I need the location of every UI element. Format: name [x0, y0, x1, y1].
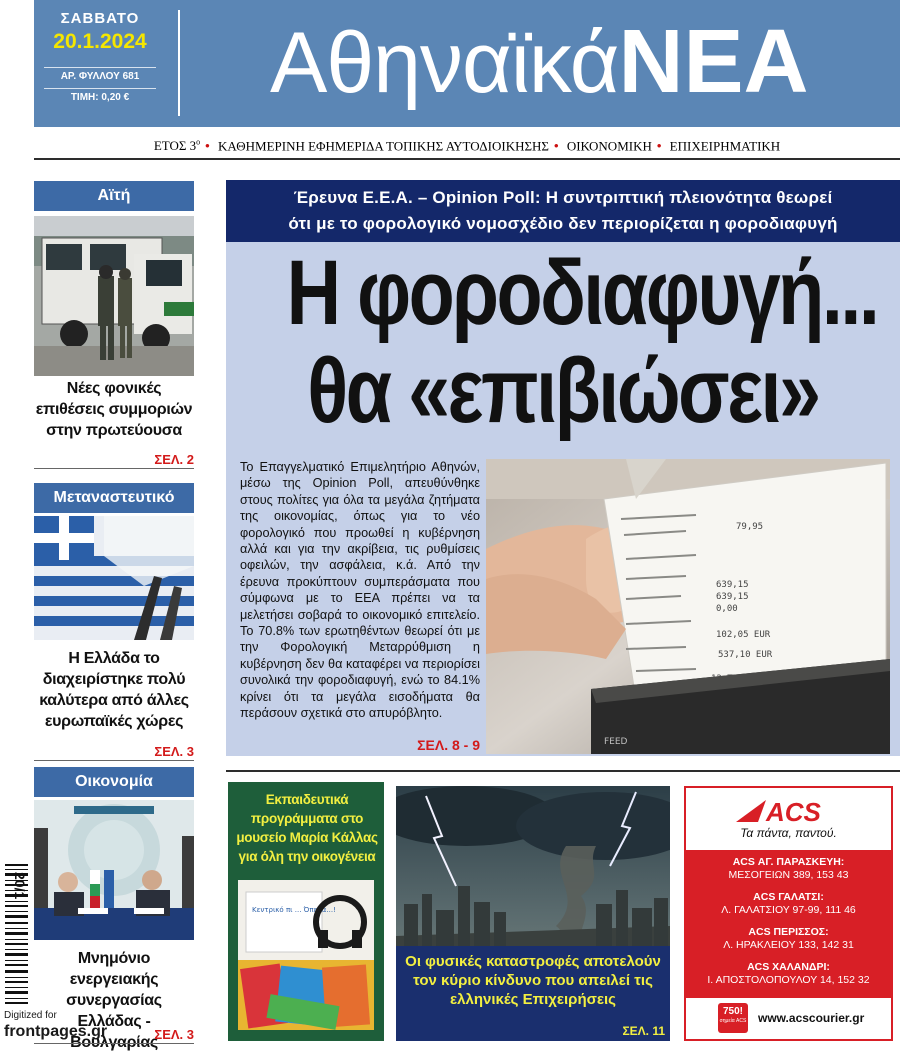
acs-branch-address: ΜΕΣΟΓΕΙΩΝ 389, 153 43 [728, 869, 849, 881]
sidebar-title-economy[interactable]: Μνημόνιο ενεργειακής συνεργασίας Ελλάδας - Βουλγαρίας [66, 950, 162, 1051]
acs-badge-number: 750! [722, 1006, 743, 1017]
tagline-item: ΚΑΘΗΜΕΡΙΝΗ ΕΦΗΜΕΡΙΔΑ ΤΟΠΙΚΗΣ ΑΥΤΟΔΙΟΙΚΗΣΗΣ [217, 138, 549, 154]
acs-750-badge [718, 1003, 748, 1033]
receipt-line: 102,05 EUR [716, 630, 771, 640]
tagline-item: ΟΙΚΟΝΟΜΙΚΗ [566, 138, 652, 154]
receipt-line: 537,10 EUR [718, 650, 773, 660]
acs-branch [690, 926, 887, 952]
receipt-line: 639,15 [716, 592, 749, 602]
acs-badge-sub: σημεία ACS [719, 1018, 747, 1024]
sidebar-page-ref: ΣΕΛ. 2 [34, 451, 194, 469]
energy-signing-photo[interactable] [34, 800, 194, 940]
masthead-info [34, 0, 166, 127]
main-story-page-ref: ΣΕΛ. 8 - 9 [417, 737, 480, 753]
receipt-top: 79,95 [736, 522, 764, 532]
tagline-item: ΕΠΙΧΕΙΡΗΜΑΤΙΚΗ [669, 138, 781, 154]
acs-branch-name: ACS ΧΑΛΑΝΔΡΙ: [747, 961, 830, 973]
newspaper-title[interactable] [270, 12, 809, 112]
headline-line: θα «επιβιώσει» [307, 340, 819, 442]
acs-branch-name: ACS ΓΑΛΑΤΣΙ: [753, 891, 824, 903]
haiti-police-photo[interactable] [34, 216, 194, 376]
greek-flag-photo[interactable] [34, 516, 194, 640]
disasters-page-ref: ΣΕΛ. 11 [622, 1024, 665, 1038]
acs-branch [690, 856, 887, 882]
sidebar-section-haiti[interactable]: Αϊτή [34, 181, 194, 211]
receipt-line: 0,00 [716, 604, 738, 614]
issue-price: ΤΙΜΗ: 0,20 € [44, 88, 156, 103]
acs-logo[interactable] [736, 796, 840, 826]
edge-issue-date: 20/1 [12, 872, 28, 900]
source-watermark [4, 1008, 107, 1040]
header-rule [34, 158, 900, 160]
kicker-line: Έρευνα Ε.Ε.Α. – Opinion Poll: Η συντριπτική πλειονότητα θεωρεί [293, 188, 833, 207]
acs-branch-address: Λ. ΗΡΑΚΛΕΙΟΥ 133, 142 31 [723, 939, 854, 951]
acs-tagline: Τα πάντα, παντού. [740, 826, 837, 840]
tagline: ΕΤΟΣ $3^o$ • ΚΑΘΗΜΕΡΙΝΗ ΕΦΗΜΕΡΙΔΑ ΤΟΠΙΚΗΣ ΑΥΤΟΔΙΟΙΚΗΣΗΣ • ΟΙΚΟΝΟΜΙΚΗ • ΕΠΙΧΕΙΡΗΜΑΤΙΚΗ [153, 138, 781, 154]
main-story-body: Το Επαγγελματικό Επιμελητήριο Αθηνών, μέσω της Opinion Poll, απευθύνθηκε στους πολίτες για όλα τα μεγάλα ζητήματα της οικονομίας, όπως για το νέο φορολογικό που προωθεί η κυβέρνηση αλλά και για την ακρίβεια, τις ρυθμίσεις οφειλών, την ασφάλεια, κ.ά. Από την έρευνα προκύπτουν συμπεράσματα που σύμφωνα με το ΕΕΑ πρέπει να τα μελετήσει σοβαρά το οικονομικό επιτελείο. Το 70.8% των ερωτηθέντων θεωρεί ότι με την Φορολογική Μεταρρύθμιση η κυβέρνηση δεν θα καταφέρει να περιορίσει συνολικά την φοροδιαφυγή, ενώ το 84.1% κρίνει ότι τα μεγάλα εισοδήματα θα περάσουν σχετικά στο απυρόβλητο. [240, 460, 480, 721]
sidebar-page-ref: ΣΕΛ. 3 [34, 1026, 194, 1044]
kicker-line: ότι με το φορολογικό νομοσχέδιο δεν περιορίζεται η φοροδιαφυγή [288, 214, 838, 233]
main-headline[interactable] [286, 242, 878, 442]
title-light: Αθηναϊκά [270, 15, 619, 111]
section-rule [226, 770, 900, 772]
masthead-divider [178, 10, 180, 116]
museum-promo-title: Εκπαιδευτικά προγράμματα στο μουσείο Μαρία Κάλλας για όλη την οικογένεια [236, 792, 378, 864]
main-story-kicker[interactable] [226, 180, 900, 242]
acs-branch [690, 891, 887, 917]
acs-branch-name: ACS ΠΕΡΙΣΣΟΣ: [748, 926, 829, 938]
acs-branch [690, 961, 887, 987]
receipt-printer-photo[interactable] [486, 459, 890, 754]
printer-feed-label: FEED [604, 737, 628, 747]
museum-stationery-photo[interactable] [238, 880, 374, 1030]
sidebar-section-migration[interactable]: Μεταναστευτικό [34, 483, 194, 513]
issue-date: 20.1.2024 [53, 30, 147, 53]
sidebar-title-haiti[interactable]: Νέες φονικές επιθέσεις συμμοριών στην πρωτεύουσα [35, 380, 193, 439]
acs-logo-text: ACS [766, 797, 821, 826]
sidebar-section-economy[interactable]: Οικονομία [34, 767, 194, 797]
museum-note-text: Κεντρικό πι ... Όπερα...! [252, 906, 336, 914]
watermark-site: frontpages.gr [4, 1023, 108, 1040]
acs-website-link[interactable]: www.acscourier.gr [758, 1011, 865, 1025]
disasters-title[interactable]: Οι φυσικές καταστροφές αποτελούν τον κύριο κίνδυνο που απειλεί τις ελληνικές Επιχειρήσεις [405, 953, 661, 1008]
issue-day: ΣΑΒΒΑΤΟ [60, 10, 140, 27]
sidebar-page-ref: ΣΕΛ. 3 [34, 743, 194, 761]
acs-branch-address: Λ. ΓΑΛΑΤΣΙΟΥ 97-99, 111 46 [721, 904, 856, 916]
sidebar-title-migration[interactable]: Η Ελλάδα το διαχειρίστηκε πολύ καλύτερα από άλλες ευρωπαϊκές χώρες [39, 650, 189, 730]
receipt-line: 639,15 [716, 580, 749, 590]
acs-branch-name: ACS ΑΓ. ΠΑΡΑΣΚΕΥΗ: [732, 856, 845, 868]
tagline-year: ΕΤΟΣ $3^o$ [153, 138, 201, 154]
issue-number: ΑΡ. ΦΥΛΛΟΥ 681 [44, 67, 156, 82]
title-bold: ΝΕΑ [618, 12, 809, 112]
headline-line: Η φοροδιαφυγή... [286, 242, 878, 344]
acs-branch-address: Ι. ΑΠΟΣΤΟΛΟΠΟΥΛΟΥ 14, 152 32 [707, 974, 870, 986]
watermark-digitized: Digitized for [4, 1010, 57, 1021]
